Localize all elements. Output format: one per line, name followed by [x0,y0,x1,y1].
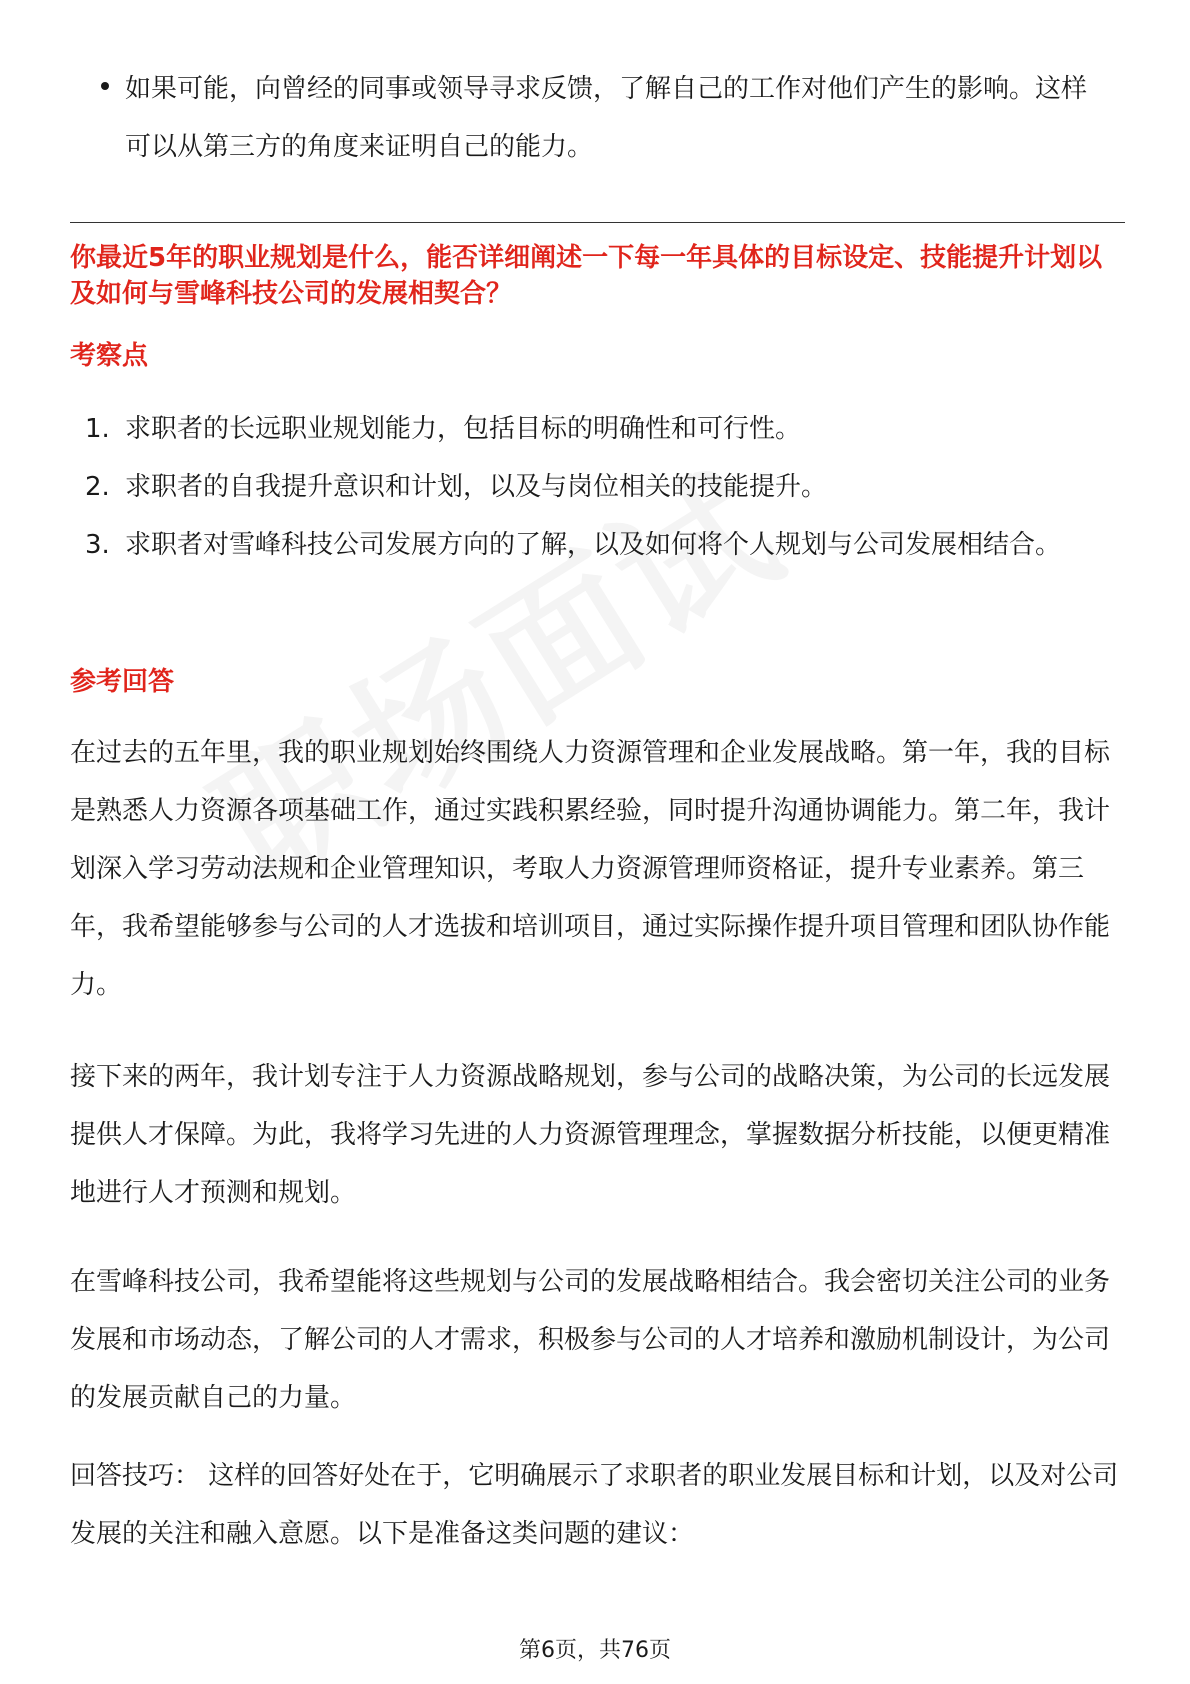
list-text: 求职者对雪峰科技公司发展方向的了解，以及如何将个人规划与公司发展相结合。 [125,530,1062,560]
answer-paragraph: 在雪峰科技公司，我希望能将这些规划与公司的发展战略相结合。我会密切关注公司的业务发展和市场动态，了解公司的人才需求，积极参与公司的人才培养和激励机制设计，为公司的发展贡献自己的力量。 [70,1267,1111,1413]
section-divider [70,222,1125,223]
page-number: 第6页，共76页 [519,1638,671,1663]
list-text: 求职者的长远职业规划能力，包括目标的明确性和可行性。 [125,414,802,444]
list-item [95,60,1095,176]
answer-tips-paragraph: 回答技巧： 这样的回答好处在于，它明确展示了求职者的职业发展目标和计划，以及对公司发展的关注和融入意愿。以下是准备这类问题的建议： [70,1461,1119,1549]
exam-points-list [85,400,1115,574]
list-item [85,458,1115,516]
list-number: 3. [85,530,110,560]
list-item [85,516,1115,574]
question-heading: 你最近5年的职业规划是什么，能否详细阐述一下每一年具体的目标设定、技能提升计划以及如何与雪峰科技公司的发展相契合？ [70,243,1103,309]
exam-points-heading: 考察点 [70,341,149,371]
list-number: 1. [85,414,110,444]
answer-paragraph: 接下来的两年，我计划专注于人力资源战略规划，参与公司的战略决策，为公司的长远发展提供人才保障。为此，我将学习先进的人力资源管理理念，掌握数据分析技能，以便更精准地进行人才预测和规划。 [70,1062,1111,1208]
list-text: 求职者的自我提升意识和计划，以及与岗位相关的技能提升。 [125,472,828,502]
list-item [85,400,1115,458]
reference-answer-heading: 参考回答 [70,667,175,697]
bullet-icon [101,82,109,90]
answer-paragraph: 在过去的五年里，我的职业规划始终围绕人力资源管理和企业发展战略。第一年，我的目标是熟悉人力资源各项基础工作，通过实践积累经验，同时提升沟通协调能力。第二年，我计划深入学习劳动法规和企业管理知识，考取人力资源管理师资格证，提升专业素养。第三年，我希望能够参与公司的人才选拔和培训项目，通过实际操作提升项目管理和团队协作能力。 [70,738,1111,1000]
list-number: 2. [85,472,110,502]
bullet-text: 如果可能，向曾经的同事或领导寻求反馈，了解自己的工作对他们产生的影响。这样可以从第三方的角度来证明自己的能力。 [125,74,1088,162]
